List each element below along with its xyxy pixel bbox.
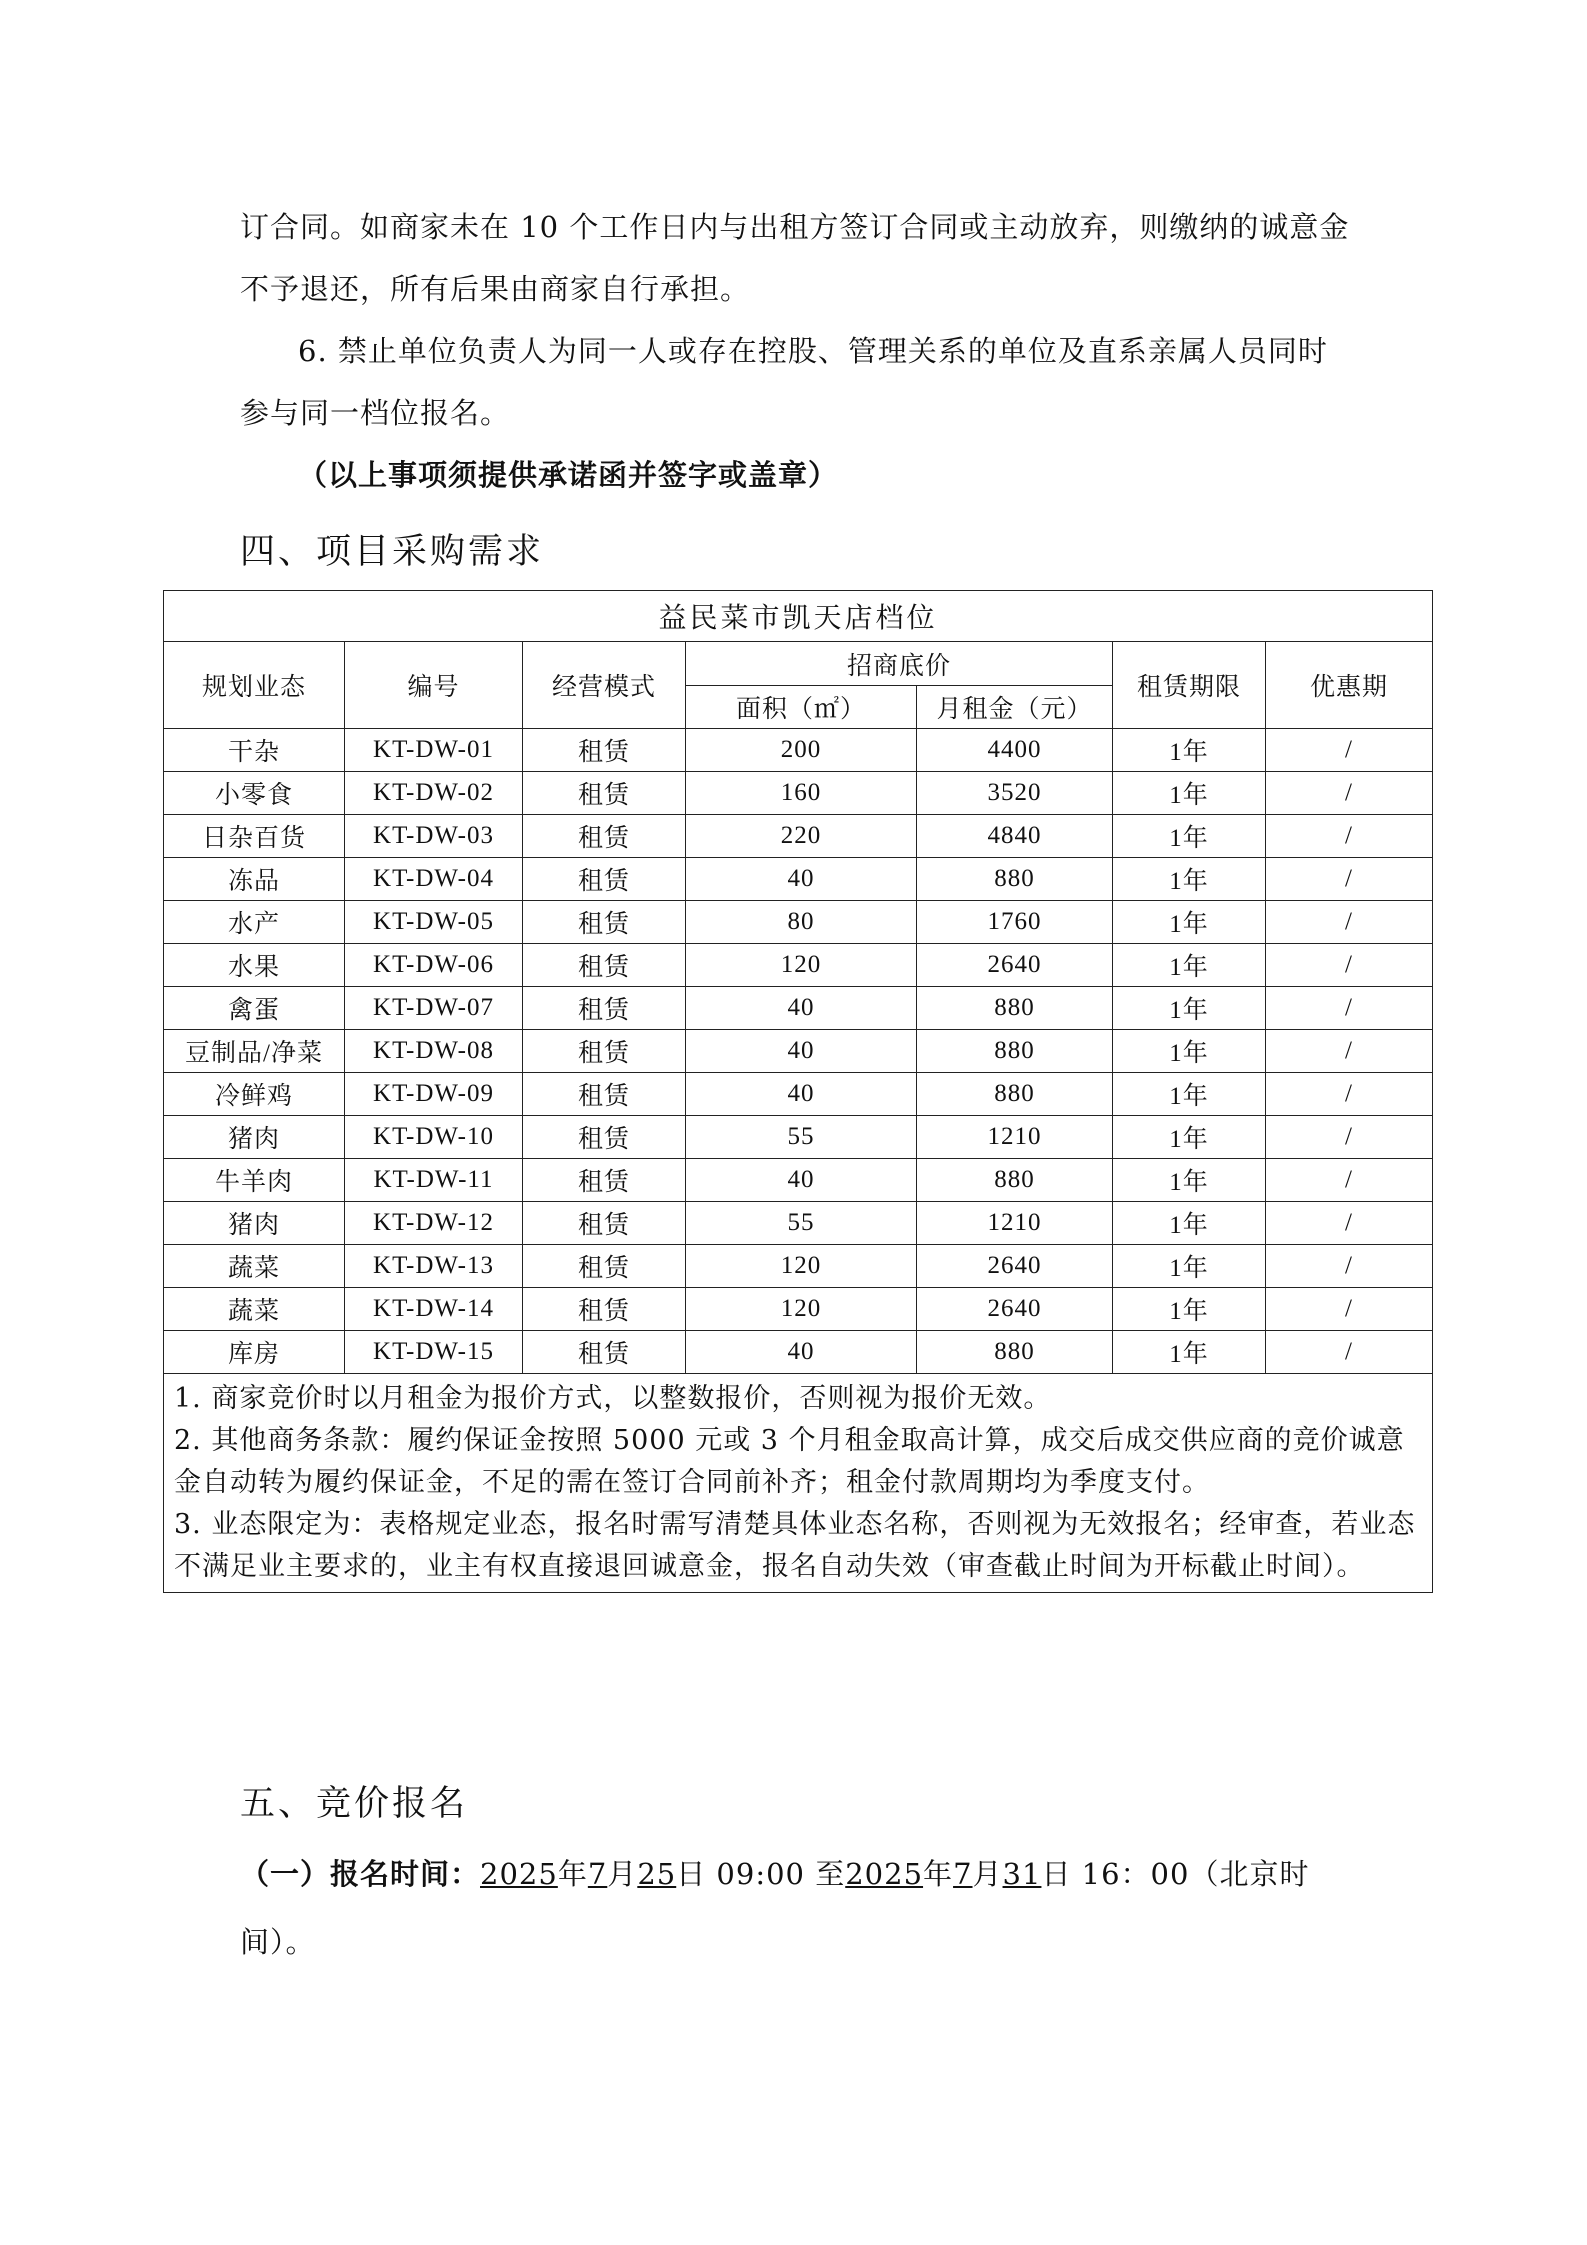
cell-code: KT-DW-08: [345, 1030, 523, 1073]
cell-discount: /: [1266, 1116, 1433, 1159]
cell-rent: 880: [917, 1073, 1113, 1116]
cell-discount: /: [1266, 858, 1433, 901]
cell-discount: /: [1266, 1073, 1433, 1116]
cell-area: 40: [686, 1073, 917, 1116]
table-row: [164, 1288, 1433, 1331]
cell-mode: 租赁: [523, 987, 686, 1030]
cell-code: KT-DW-06: [345, 944, 523, 987]
cell-code: KT-DW-03: [345, 815, 523, 858]
cell-discount: /: [1266, 1245, 1433, 1288]
table-row: [164, 772, 1433, 815]
cell-term: 1年: [1113, 944, 1266, 987]
cell-term: 1年: [1113, 1331, 1266, 1374]
cell-category: 日杂百货: [164, 815, 345, 858]
note-3: 3. 业态限定为：表格规定业态，报名时需写清楚具体业态名称，否则视为无效报名；经审查，若业态不满足业主要求的，业主有权直接退回诚意金，报名自动失效（审查截止时间为开标截止时间）。: [174, 1509, 1416, 1582]
header-term: 租赁期限: [1113, 642, 1266, 729]
cell-term: 1年: [1113, 1116, 1266, 1159]
cell-mode: 租赁: [523, 729, 686, 772]
table-row: [164, 1245, 1433, 1288]
cell-category: 牛羊肉: [164, 1159, 345, 1202]
year-char: 年: [557, 1857, 588, 1891]
cell-area: 220: [686, 815, 917, 858]
cell-code: KT-DW-12: [345, 1202, 523, 1245]
table-row: [164, 987, 1433, 1030]
cell-rent: 4400: [917, 729, 1113, 772]
table-row: [164, 1073, 1433, 1116]
cell-category: 干杂: [164, 729, 345, 772]
cell-discount: /: [1266, 1288, 1433, 1331]
cell-category: 水产: [164, 901, 345, 944]
cell-rent: 880: [917, 858, 1113, 901]
table-row: [164, 815, 1433, 858]
cell-discount: /: [1266, 944, 1433, 987]
rule-6-paragraph: 6. 禁止单位负责人为同一人或存在控股、管理关系的单位及直系亲属人员同时参与同一档位报名。: [240, 334, 1328, 430]
start-year: 2025: [480, 1857, 558, 1891]
header-area: 面积（㎡）: [686, 686, 917, 729]
cell-code: KT-DW-04: [345, 858, 523, 901]
cell-category: 猪肉: [164, 1116, 345, 1159]
header-mode: 经营模式: [523, 642, 686, 729]
cell-term: 1年: [1113, 772, 1266, 815]
cell-rent: 4840: [917, 815, 1113, 858]
month-char: 月: [607, 1857, 638, 1891]
cell-code: KT-DW-11: [345, 1159, 523, 1202]
cell-category: 蔬菜: [164, 1245, 345, 1288]
cell-term: 1年: [1113, 1159, 1266, 1202]
cell-code: KT-DW-09: [345, 1073, 523, 1116]
cell-rent: 880: [917, 1030, 1113, 1073]
cell-rent: 3520: [917, 772, 1113, 815]
cell-area: 40: [686, 858, 917, 901]
cell-term: 1年: [1113, 858, 1266, 901]
end-year: 2025: [845, 1857, 924, 1891]
cell-area: 40: [686, 1159, 917, 1202]
cell-area: 120: [686, 1288, 917, 1331]
intro-paragraph: 订合同。如商家未在 10 个工作日内与出租方签订合同或主动放弃，则缴纳的诚意金不予退还，所有后果由商家自行承担。: [240, 210, 1350, 306]
cell-mode: 租赁: [523, 1159, 686, 1202]
cell-code: KT-DW-07: [345, 987, 523, 1030]
end-month: 7: [953, 1857, 973, 1891]
header-base-price: 招商底价: [686, 642, 1113, 686]
cell-rent: 2640: [917, 944, 1113, 987]
cell-discount: /: [1266, 1331, 1433, 1374]
cell-discount: /: [1266, 901, 1433, 944]
cell-area: 120: [686, 944, 917, 987]
cell-rent: 1760: [917, 901, 1113, 944]
cell-rent: 1210: [917, 1202, 1113, 1245]
cell-code: KT-DW-05: [345, 901, 523, 944]
procurement-table: [163, 590, 1433, 1593]
cell-discount: /: [1266, 987, 1433, 1030]
cell-area: 80: [686, 901, 917, 944]
note-2: 2. 其他商务条款：履约保证金按照 5000 元或 3 个月租金取高计算，成交后成交供应商的竞价诚意金自动转为履约保证金，不足的需在签订合同前补齐；租金付款周期均为季度支付。: [174, 1425, 1405, 1498]
cell-mode: 租赁: [523, 772, 686, 815]
cell-category: 库房: [164, 1331, 345, 1374]
table-title: 益民菜市凯天店档位: [164, 591, 1433, 642]
cell-rent: 880: [917, 1331, 1113, 1374]
cell-area: 55: [686, 1116, 917, 1159]
header-discount: 优惠期: [1266, 642, 1433, 729]
table-row: [164, 901, 1433, 944]
header-code: 编号: [345, 642, 523, 729]
registration-time: [240, 1840, 1350, 1976]
cell-term: 1年: [1113, 1030, 1266, 1073]
note-1: 1. 商家竞价时以月租金为报价方式，以整数报价，否则视为报价无效。: [174, 1383, 1052, 1414]
cell-mode: 租赁: [523, 1116, 686, 1159]
cell-area: 40: [686, 1030, 917, 1073]
cell-term: 1年: [1113, 1245, 1266, 1288]
section-4-heading: 四、项目采购需求: [240, 532, 545, 572]
cell-discount: /: [1266, 772, 1433, 815]
cell-area: 40: [686, 1331, 917, 1374]
cell-term: 1年: [1113, 1073, 1266, 1116]
section-5-heading: 五、竞价报名: [240, 1784, 469, 1824]
cell-mode: 租赁: [523, 1245, 686, 1288]
start-day: 25: [637, 1857, 677, 1891]
cell-discount: /: [1266, 815, 1433, 858]
year-char-2: 年: [923, 1857, 954, 1891]
cell-mode: 租赁: [523, 858, 686, 901]
cell-discount: /: [1266, 1030, 1433, 1073]
registration-label: （一）报名时间：: [240, 1857, 481, 1891]
cell-term: 1年: [1113, 1288, 1266, 1331]
commitment-note: （以上事项须提供承诺函并签字或盖章）: [298, 458, 839, 492]
cell-rent: 880: [917, 987, 1113, 1030]
cell-code: KT-DW-15: [345, 1331, 523, 1374]
table-row: [164, 858, 1433, 901]
cell-discount: /: [1266, 1159, 1433, 1202]
cell-mode: 租赁: [523, 1288, 686, 1331]
cell-mode: 租赁: [523, 1073, 686, 1116]
cell-rent: 2640: [917, 1288, 1113, 1331]
cell-code: KT-DW-10: [345, 1116, 523, 1159]
cell-area: 160: [686, 772, 917, 815]
cell-category: 禽蛋: [164, 987, 345, 1030]
cell-mode: 租赁: [523, 1331, 686, 1374]
table-row: [164, 1331, 1433, 1374]
cell-rent: 1210: [917, 1116, 1113, 1159]
cell-mode: 租赁: [523, 1030, 686, 1073]
cell-area: 120: [686, 1245, 917, 1288]
start-time: 日 09:00 至: [676, 1857, 846, 1891]
cell-category: 冻品: [164, 858, 345, 901]
cell-rent: 2640: [917, 1245, 1113, 1288]
month-char-2: 月: [972, 1857, 1003, 1891]
cell-mode: 租赁: [523, 1202, 686, 1245]
cell-area: 200: [686, 729, 917, 772]
cell-discount: /: [1266, 1202, 1433, 1245]
cell-category: 猪肉: [164, 1202, 345, 1245]
cell-code: KT-DW-01: [345, 729, 523, 772]
cell-term: 1年: [1113, 729, 1266, 772]
cell-area: 40: [686, 987, 917, 1030]
table-row: [164, 944, 1433, 987]
header-rent: 月租金（元）: [917, 686, 1113, 729]
cell-code: KT-DW-14: [345, 1288, 523, 1331]
cell-discount: /: [1266, 729, 1433, 772]
table-notes: [164, 1374, 1433, 1593]
header-category: 规划业态: [164, 642, 345, 729]
cell-term: 1年: [1113, 1202, 1266, 1245]
table-row: [164, 1030, 1433, 1073]
cell-mode: 租赁: [523, 815, 686, 858]
start-month: 7: [587, 1857, 608, 1891]
cell-area: 55: [686, 1202, 917, 1245]
cell-term: 1年: [1113, 815, 1266, 858]
end-time: 日 16：00（北京时间）。: [240, 1857, 1310, 1959]
cell-code: KT-DW-13: [345, 1245, 523, 1288]
cell-term: 1年: [1113, 987, 1266, 1030]
table-row: [164, 1202, 1433, 1245]
cell-mode: 租赁: [523, 901, 686, 944]
cell-category: 小零食: [164, 772, 345, 815]
cell-category: 蔬菜: [164, 1288, 345, 1331]
cell-code: KT-DW-02: [345, 772, 523, 815]
end-day: 31: [1002, 1857, 1042, 1891]
table-row: [164, 1159, 1433, 1202]
cell-term: 1年: [1113, 901, 1266, 944]
cell-mode: 租赁: [523, 944, 686, 987]
cell-category: 豆制品/净菜: [164, 1030, 345, 1073]
table-row: [164, 1116, 1433, 1159]
cell-rent: 880: [917, 1159, 1113, 1202]
table-row: [164, 729, 1433, 772]
cell-category: 水果: [164, 944, 345, 987]
cell-category: 冷鲜鸡: [164, 1073, 345, 1116]
